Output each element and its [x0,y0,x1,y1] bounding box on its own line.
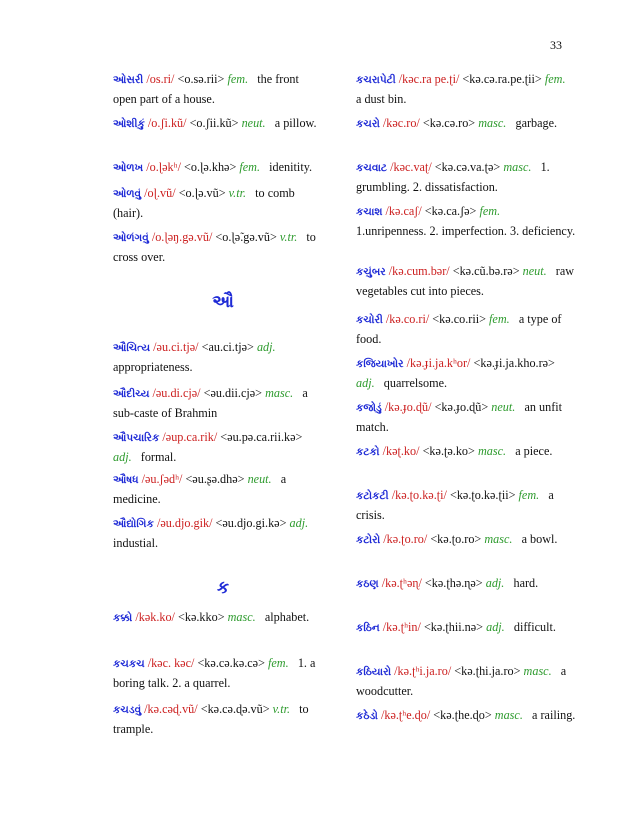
headword: ઔષધ [113,475,139,486]
part-of-speech: neut. [491,400,516,414]
definition: industial. [113,536,159,550]
transliteration: <o.ɭə.khə> [184,160,237,174]
headword: કચુંબર [356,267,386,278]
ipa-transcription: /əu.ci.tjə/ [153,340,199,354]
ipa-transcription: /kə.co.ri/ [385,312,430,326]
headword: કટોરો [356,535,381,546]
headword: કક્કો [113,613,133,624]
dictionary-entry [356,310,578,348]
headword: ઔદીચ્ય [113,389,150,400]
definition: alphabet. [264,610,310,624]
ipa-transcription: /əu.ʃədʰ/ [141,472,183,486]
transliteration: <əu.pə.ca.rii.kə> [220,430,303,444]
ipa-transcription: /kək.ko/ [135,610,175,624]
headword: કઠણ [356,579,379,590]
dictionary-entry [113,158,325,178]
headword: કજિયાખોર [356,359,404,370]
transliteration: <o.ɭə̃.gə.vũ> [215,230,277,244]
transliteration: <kə.cə.ro> [422,116,476,130]
headword: ઓસરી [113,75,144,86]
transliteration: <kə.ca.ʃə> [424,204,477,218]
definition: an unfit match. [356,400,563,434]
headword: ઓશીકું [113,119,145,130]
part-of-speech: masc. [523,664,552,678]
ipa-transcription: /əu.djo.gik/ [156,516,213,530]
headword: કચડવું [113,705,142,716]
dictionary-entry [356,442,578,462]
transliteration: <kə.cə.kə.cə> [197,656,265,670]
definition: a type of food. [356,312,562,346]
definition: a railing. [532,708,576,722]
headword: કચવાટ [356,163,388,174]
part-of-speech: v.tr. [272,702,291,716]
headword: કચાશ [356,207,383,218]
headword: કચરાપેટી [356,75,396,86]
headword: કચરો [356,119,380,130]
dictionary-entry [113,428,325,466]
dictionary-entry [113,700,325,738]
definition: a woodcutter. [356,664,567,698]
ipa-transcription: /kə.cəɖ.vũ/ [144,702,198,716]
definition: a piece. [515,444,553,458]
headword: કચોરી [356,315,383,326]
dictionary-entry [113,384,325,422]
transliteration: <kə.ʈo.kə.ʈii> [449,488,516,502]
headword: ઓળંગવું [113,233,149,244]
part-of-speech: neut. [522,264,547,278]
headword: કચકચ [113,659,145,670]
ipa-transcription: /kə.ʈʰi.ja.ro/ [394,664,452,678]
transliteration: <kə.ʈhe.ɖo> [433,708,492,722]
ipa-transcription: /kə.ʈʰin/ [382,620,421,634]
ipa-transcription: /kə.ʈʰe.ɖo/ [380,708,431,722]
headword: ઓળવું [113,189,142,200]
dictionary-entry [356,202,578,240]
dictionary-entry [356,70,578,108]
part-of-speech: neut. [247,472,272,486]
transliteration: <kə.ʈhii.nə> [423,620,484,634]
definition: a crisis. [356,488,554,522]
dictionary-entry [113,654,325,692]
transliteration: <au.ci.tjə> [201,340,254,354]
headword: ઓળખ [113,163,144,174]
part-of-speech: fem. [518,488,540,502]
dictionary-entry [356,158,578,196]
transliteration: <kə.ʈə.ko> [422,444,475,458]
section-heading [113,578,325,598]
transliteration: <kə.ʈhə.ɳə> [424,576,483,590]
part-of-speech: fem. [239,160,261,174]
ipa-transcription: /kə.ʈo.ro/ [383,532,428,546]
section-letter: ઔ [212,292,234,311]
ipa-transcription: /kə.ɟo.ɖũ/ [384,400,432,414]
part-of-speech: fem. [544,72,566,86]
definition: a pillow. [274,116,317,130]
definition: garbage. [515,116,558,130]
dictionary-entry [113,608,325,628]
definition: a sub-caste of Brahmin [113,386,308,420]
part-of-speech: masc. [478,116,507,130]
dictionary-entry [356,618,578,638]
part-of-speech: masc. [477,444,507,458]
definition: idenitity. [269,160,313,174]
part-of-speech: fem. [489,312,510,326]
dictionary-entry [113,514,325,552]
dictionary-entry [113,114,325,134]
ipa-transcription: /əu.di.cjə/ [152,386,201,400]
part-of-speech: adj. [256,340,276,354]
transliteration: <o.ʃii.kũ> [189,116,239,130]
definition: the front open part of a house. [113,72,299,106]
transliteration: <o.ɭə.vũ> [178,186,226,200]
transliteration: <əu.djo.gi.kə> [215,516,287,530]
transliteration: <kə.cũ.bə.rə> [452,264,520,278]
ipa-transcription: /kəc.ro/ [382,116,420,130]
definition: difficult. [513,620,556,634]
ipa-transcription: /kə.caʃ/ [385,204,422,218]
part-of-speech: adj. [356,376,375,390]
definition: to trample. [113,702,309,736]
ipa-transcription: /kəc.ra pe.ʈi/ [398,72,460,86]
part-of-speech: masc. [227,610,256,624]
headword: ઔદ્યોગિક [113,519,154,530]
part-of-speech: v.tr. [228,186,247,200]
part-of-speech: fem. [268,656,289,670]
definition: appropriateness. [113,360,193,374]
headword: કટકો [356,447,380,458]
part-of-speech: masc. [503,160,532,174]
transliteration: <əu.dii.cjə> [203,386,263,400]
transliteration: <kə.cə.va.ʈə> [434,160,501,174]
transliteration: <kə.cə.ɖə.vũ> [200,702,270,716]
transliteration: <kə.cə.ra.pe.ʈii> [462,72,542,86]
part-of-speech: masc. [484,532,513,546]
dictionary-entry [113,70,325,108]
ipa-transcription: /o.ʃi.kũ/ [147,116,187,130]
headword: કઠિયારો [356,667,392,678]
transliteration: <o.sə.rii> [177,72,225,86]
headword: કઠેડો [356,711,378,722]
headword: ઔપચારિક [113,433,160,444]
dictionary-entry [356,662,578,700]
headword: કટોકટી [356,491,389,502]
dictionary-entry [113,470,325,508]
ipa-transcription: /oɭ.vũ/ [144,186,176,200]
transliteration: <əu.ʂə.dhə> [185,472,245,486]
definition: hard. [513,576,539,590]
definition: a medicine. [113,472,287,506]
dictionary-entry [113,338,325,376]
transliteration: <kə.kko> [178,610,225,624]
ipa-transcription: /kəc. kəc/ [147,656,195,670]
section-heading [113,292,325,312]
ipa-transcription: /o.ɭəŋ.gə.vũ/ [151,230,213,244]
ipa-transcription: /əup.ca.rik/ [162,430,218,444]
transliteration: <kə.ʈhi.ja.ro> [454,664,521,678]
dictionary-entry [113,184,325,222]
ipa-transcription: /o.ɭəkʰ/ [146,160,181,174]
dictionary-entry [356,354,578,392]
part-of-speech: adj. [113,450,132,464]
dictionary-entry [356,114,578,134]
ipa-transcription: /kə.cum.bər/ [388,264,450,278]
ipa-transcription: /kəʈ.ko/ [382,444,420,458]
headword: કઠિન [356,623,380,634]
definition: 1. grumbling. 2. dissatisfaction. [356,160,550,194]
dictionary-entry [113,228,325,266]
definition: 1. a boring talk. 2. a quarrel. [113,656,316,690]
definition: a bowl. [521,532,558,546]
ipa-transcription: /os.ri/ [146,72,175,86]
definition: to comb (hair). [113,186,295,220]
transliteration: <kə.ɟi.ja.kho.rə> [473,356,555,370]
transliteration: <kə.ɟo.ɖũ> [434,400,489,414]
transliteration: <kə.co.rii> [432,312,486,326]
headword: ઔચિત્ય [113,343,151,354]
dictionary-entry [356,486,578,524]
part-of-speech: adj. [486,620,505,634]
dictionary-entry [356,530,578,550]
part-of-speech: adj. [289,516,309,530]
part-of-speech: neut. [241,116,266,130]
ipa-transcription: /kəc.vaʈ/ [390,160,432,174]
part-of-speech: fem. [479,204,501,218]
ipa-transcription: /kə.ʈʰəɳ/ [381,576,422,590]
ipa-transcription: /kə.ɟi.ja.kʰor/ [406,356,471,370]
definition: raw vegetables cut into pieces. [356,264,575,298]
part-of-speech: v.tr. [279,230,298,244]
definition: a dust bin. [356,92,407,106]
definition: formal. [140,450,177,464]
section-letter: ક [216,578,229,597]
dictionary-entry [356,706,578,726]
headword: કજોડું [356,403,382,414]
part-of-speech: masc. [265,386,294,400]
part-of-speech: fem. [227,72,249,86]
dictionary-entry [356,574,578,594]
definition: quarrelsome. [383,376,448,390]
definition: to cross over. [113,230,316,264]
dictionary-entry [356,262,578,300]
part-of-speech: masc. [494,708,523,722]
transliteration: <kə.ʈo.ro> [430,532,482,546]
definition: 1.unripenness. 2. imperfection. 3. deficiency. [356,224,576,238]
dictionary-entry [356,398,578,436]
page-number: 33 [550,38,562,52]
ipa-transcription: /kə.ʈo.kə.ʈi/ [391,488,447,502]
part-of-speech: adj. [485,576,505,590]
